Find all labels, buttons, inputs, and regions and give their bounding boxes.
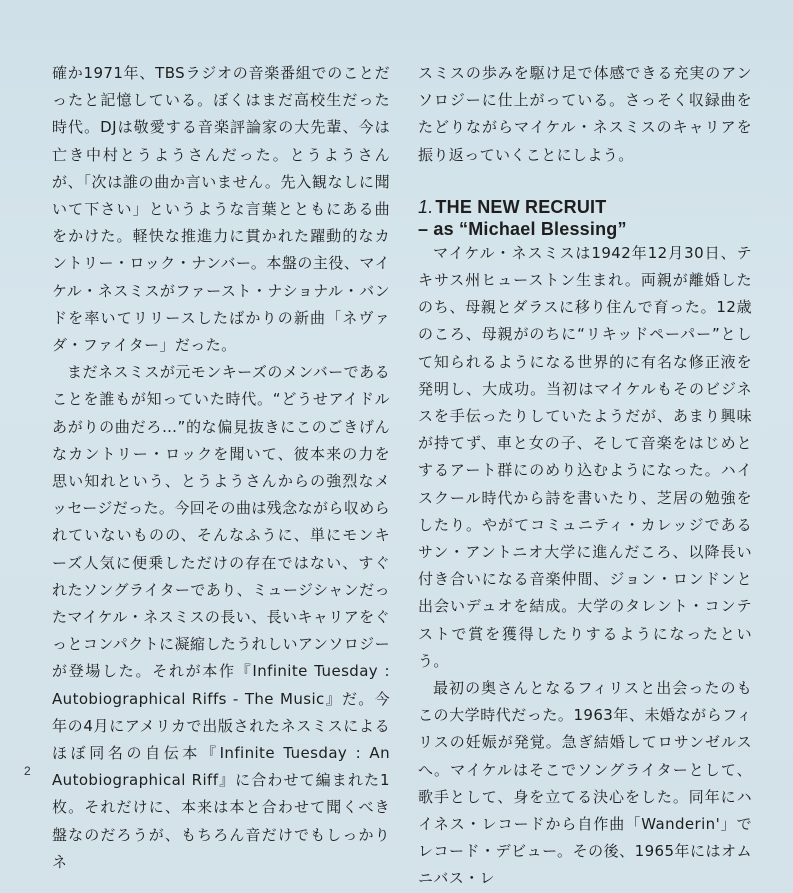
body-paragraph: スミスの歩みを駆け足で体感できる充実のアンソロジーに仕上がっている。さっそく収録曲をたどりながらマイケル・ネスミスのキャリアを振り返っていくことにしよう。: [418, 64, 752, 164]
body-paragraph: まだネスミスが元モンキーズのメンバーであることを誰もが知っていた時代。“どうせアイドルあがりの曲だろ…”的な偏見抜きにこのごきげんなカントリー・ロックを聞いて、彼本来の力を思い知れという、とうようさんからの強烈なメッセージだった。今回その曲は残念ながら収められていないものの、そんなふうに、単にモンキーズ人気に便乗しただけの存在ではない、すぐれたソングライターであり、ミュージシャンだったマイケル・ネスミスの長い、長いキャリアをぐっとコンパクトに凝縮したうれしいアンソロジーが登場した。それが本作『Infinite Tuesday : Autobiographical Riffs - The Music』だ。今年の4月にアメリカで出版されたネスミスによるほぼ同名の自伝本『Infinite Tuesday : An Autobiographical Riff』に合わせて編まれた1枚。それだけに、本来は本と合わせて聞くべき盤なのだろうが、もちろん音だけでもしっかりネ: [52, 363, 390, 871]
right-text-column: [418, 60, 752, 893]
body-paragraph: 最初の奥さんとなるフィリスと出会ったのもこの大学時代だった。1963年、未婚ながらフィリスの妊娠が発覚。急ぎ結婚してロサンゼルスへ。マイケルはそこでソングライターとして、歌手として、身を立てる決心をした。同年にハイネス・レコードから自作曲「Wanderin'」でレコード・デビュー。その後、1965年にはオムニバス・レ: [418, 679, 752, 888]
left-text-column: [52, 60, 390, 876]
section-title: THE NEW RECRUIT: [435, 196, 607, 217]
section-heading: [418, 196, 752, 240]
section-subtitle: – as “Michael Blessing”: [418, 218, 627, 239]
body-paragraph: マイケル・ネスミスは1942年12月30日、テキサス州ヒューストン生まれ。両親が離婚したのち、母親とダラスに移り住んで育った。12歳のころ、母親がのちに“リキッドペーパー”として知られるようになる世界的に有名な修正液を発明し、大成功。当初はマイケルもそのビジネスを手伝ったりしていたようだが、あまり興味が持てず、車と女の子、そして音楽をはじめとするアート群にのめり込むようになった。ハイスクール時代から詩を書いたり、芝居の勉強をしたり。やがてコミュニティ・カレッジであるサン・アントニオ大学に進んだころ、以降長い付き合いになる音楽仲間、ジョン・ロンドンと出会いデュオを結成。大学のタレント・コンテストで賞を獲得したりするようになったという。: [418, 243, 752, 670]
section-number: 1.: [418, 196, 434, 217]
page-number: 2: [24, 764, 31, 778]
body-paragraph: 確か1971年、TBSラジオの音楽番組でのことだったと記憶している。ぼくはまだ高校生だった時代。DJは敬愛する音楽評論家の大先輩、今は亡き中村とうようさんだった。とうようさんが、「次は誰の曲か言いません。先入観なしに聞いて下さい」というような言葉とともにある曲をかけた。軽快な推進力に貫かれた躍動的なカントリー・ロック・ナンバー。本盤の主役、マイケル・ネスミスがファースト・ナショナル・バンドを率いてリリースしたばかりの新曲「ネヴァダ・ファイター」だった。: [52, 64, 390, 355]
